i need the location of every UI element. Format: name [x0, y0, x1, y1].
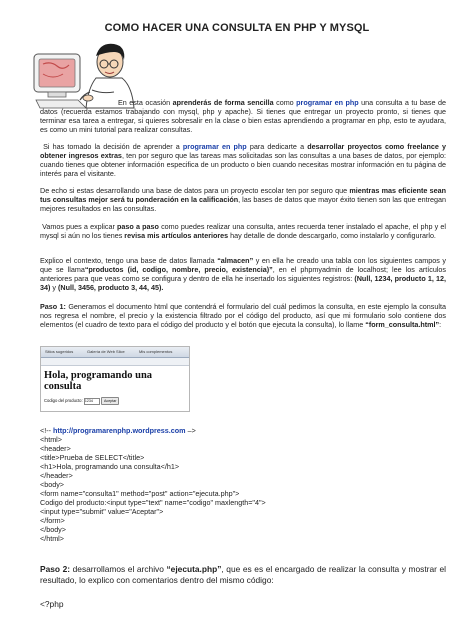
browser-command-bar	[41, 358, 189, 366]
context-paragraph: Explico el contexto, tengo una base de datos llamada “almacen” y en ella he creado una tabla con los siguientes campos y que se llama“productos (id, codigo, nombre, precio, existencia)”, en el phpmyadmin de localhost; lee los artículos anteriores para que veas como se configura y dentro de ella he insertado los siguientes registros: (Null, 1234, producto 1, 12, 34) y (Null, 3456, producto 3, 44, 45).	[40, 256, 446, 292]
code-line: <header>	[40, 444, 71, 453]
code-line: <form name="consulta1" method="post" action="ejecuta.php">	[40, 489, 240, 498]
code-line: </html>	[40, 534, 64, 543]
code-line: <body>	[40, 480, 64, 489]
code-line: <h1>Hola, programando una consulta</h1>	[40, 462, 180, 471]
code-line: Codigo del producto:<input type="text" name="codigo" maxlength="4">	[40, 498, 266, 507]
browser-favorites-bar	[41, 347, 189, 358]
code-line: </body>	[40, 525, 66, 534]
code-line: <title>Prueba de SELECT</title>	[40, 453, 145, 462]
programar-en-php-link-2[interactable]: programar en php	[182, 142, 247, 151]
tab-sitios-sugeridos: Sitios sugeridos	[45, 349, 74, 354]
school-project-paragraph: De echo si estas desarrollando una base de datos para un proyecto escolar ten por seguro que mientras mas eficiente sean tus consultas mejor será tu ponderación en la calificación, las bases de datos que mayor éxito tienen son las que entregan mejores resultados en las consultas.	[40, 186, 446, 213]
code-line: <input type="submit" value="Aceptar">	[40, 507, 164, 516]
screenshot-form	[41, 392, 189, 405]
screenshot-codigo-input: 1234	[84, 398, 100, 405]
php-open-tag: <?php	[40, 599, 64, 609]
blog-url-link[interactable]: http://programarenphp.wordpress.com	[52, 426, 186, 435]
tab-complementos: Mis complementos	[139, 349, 173, 354]
screenshot-aceptar-button: Aceptar	[101, 397, 119, 405]
code-line: </header>	[40, 471, 73, 480]
paso-1-paragraph: Paso 1: Generamos el documento html que contendrá el formulario del cuál pedimos la consulta, en este ejemplo la consulta nos regresa el nombre, el precio y la existencia filtrado por el código del producto, así que mi formulario solo contiene dos elementos (el cuadro de texto para el código del producto y el botón que ejecuta la consulta), lo llame “form_consulta.html”:	[40, 302, 446, 329]
freelance-paragraph: Si has tomado la decisión de aprender a programar en php para dedicarte a desarrollar proyectos como freelance y obtener ingresos extras, ten por seguro que las tareas mas solicitadas son las consultas a una bases de datos, por ejemplo: cuando tienes que obtener información especifica de un producto o bien cuando necesitas mostrar información en tu página de interés para el visitante.	[40, 142, 446, 178]
tab-galeria: Galería de Web Slice	[87, 349, 125, 354]
code-comment-line: <!-- http://programarenphp.wordpress.com –>	[40, 426, 196, 435]
programar-en-php-link[interactable]: programar en php	[296, 98, 359, 107]
screenshot-heading: Hola, programando una consulta	[44, 370, 153, 392]
code-line: </form>	[40, 516, 65, 525]
paso-2-paragraph: Paso 2: desarrollamos el archivo “ejecuta.php”, que es es el encargado de realizar la consulta y mostrar el resultado, lo explico con comentarios dentro del mismo código:	[40, 564, 447, 585]
code-line: <html>	[40, 435, 62, 444]
intro-paragraph: En esta ocasión aprenderás de forma sencilla como programar en php una consulta a tu base de datos (recuerda estamos trabajando con mysql, php y apache). Si tienes que entregar un proyecto pronto, si tienes que terminar esa tarea a entregar, si quieres sobresalir en la clase o bien estas aprendiendo a programar en php, esto te ayudara, es como un mini tutorial para realizar consultas.	[40, 98, 446, 134]
document-title: COMO HACER UNA CONSULTA EN PHP Y MYSQL	[104, 22, 370, 34]
step-by-step-paragraph: Vamos pues a explicar paso a paso como puedes realizar una consulta, antes recuerda tener instalado el apache, el php y el mysql si aún no los tienes revisa mis artículos anteriores hay detalle de donde descargarlo, como instalarlo y configurarlo.	[40, 222, 446, 240]
browser-screenshot	[40, 346, 190, 412]
screenshot-label: Codigo del producto:	[44, 398, 83, 404]
